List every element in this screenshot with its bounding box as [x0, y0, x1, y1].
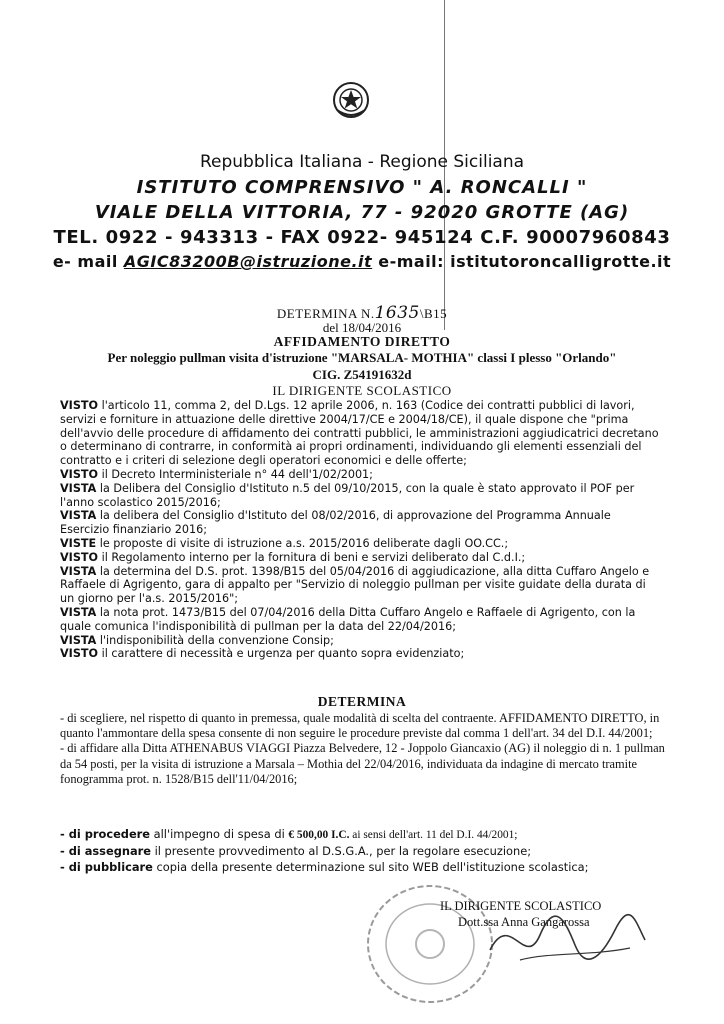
premise-item: VISTA la determina del D.S. prot. 1398/B15 del 05/04/2016 di aggiudicazione, alla ditta Cuffaro Angelo e Raffaele di Agrigento, gara di appalto per "Servizio di noleggio pullman per visite guidate della durata di un giorno per l'a.s. 2015/2016"; [60, 564, 650, 606]
premise-item: VISTE le proposte di visite di istruzione a.s. 2015/2016 deliberate dagli OO.CC.; [60, 536, 509, 550]
signature-title: IL DIRIGENTE SCOLASTICO [440, 899, 602, 913]
email-prefix: e- mail [52, 252, 124, 271]
cig-code: CIG. Z54191632d [312, 367, 412, 382]
subject-line: Per noleggio pullman visita d'istruzione "MARSALA- MOTHIA" classi I plesso "Orlando" [107, 350, 617, 365]
premise-item: VISTO il Regolamento interno per la fornitura di beni e servizi deliberato dal C.d.I.; [60, 550, 526, 564]
premise-item: VISTA la delibera del Consiglio d'Istituto del 08/02/2016, di approvazione del Programma Annuale Esercizio finanziario 2016; [60, 509, 611, 537]
final-actions-list [60, 826, 700, 875]
premise-item: VISTO il Decreto Interministeriale n° 44 dell'1/02/2001; [60, 467, 373, 481]
determina-number-prefix: DETERMINA N. [276, 306, 375, 321]
region-heading: Repubblica Italiana - Regione Siciliana [199, 152, 525, 172]
determina-heading: DETERMINA [317, 694, 407, 709]
premises-list [60, 399, 660, 661]
school-address: VIALE DELLA VITTORIA, 77 - 92020 GROTTE (AG) [94, 202, 630, 223]
premise-item: VISTA l'indisponibilità della convenzione Consip; [60, 633, 334, 647]
dirigente-heading: IL DIRIGENTE SCOLASTICO [272, 383, 452, 398]
premise-item: VISTA la nota prot. 1473/B15 del 07/04/2016 della Ditta Cuffaro Angelo e Raffaele di Agrigento, con la quale comunica l'indisponibilità di pullman per la data del 22/04/2016; [60, 605, 636, 633]
decision-item: - di affidare alla Ditta ATHENABUS VIAGGI Piazza Belvedere, 12 - Joppolo Giancaxio (AG) il noleggio di n. 1 pullman da 54 posti, per la visita di istruzione a Marsala – Mothia del 22/04/2016, individuata da indagine di mercato tramite fonogramma prot. n. 1528/B15 dell'11/04/2016; [60, 741, 665, 786]
decision-item: - di scegliere, nel rispetto di quanto in premessa, quale modalità di scelta del contraente. AFFIDAMENTO DIRETTO, in quanto l'ammontare della spesa consente di non seguire le procedure previste dal comma 1 dell'art. 34 del D.I. 44/2001; [60, 711, 660, 741]
premise-item: VISTO l'articolo 11, comma 2, del D.Lgs. 12 aprile 2006, n. 163 (Codice dei contratti pubblici di lavori, servizi e forniture in attuazione delle direttive 2004/17/CE e 2004/18/CE), il quale dispone che "prima dell'avvio delle procedure di affidamento dei contratti pubblici, le amministrazioni aggiudicatrici decretano o determinano di contrarre, in conformità ai propri ordinamenti, individuando gli elementi essenziali del contratto e i criteri di selezione degli operatori economici e delle offerte; [60, 399, 659, 468]
determina-number-handwritten: 1635 [374, 303, 420, 323]
signature-name: Dott.ssa Anna Gangarossa [458, 915, 590, 929]
final-action-item: - di procedere all'impegno di spesa di € 500,00 I.C. ai sensi dell'art. 11 del D.I. 44/2001; [60, 827, 518, 841]
republic-emblem-icon [331, 80, 371, 120]
determina-date: del 18/04/2016 [322, 320, 402, 335]
determina-number-suffix: \B15 [419, 306, 448, 321]
school-name: ISTITUTO COMPRENSIVO " A. RONCALLI " [136, 177, 588, 198]
final-action-item: - di assegnare il presente provvedimento al D.S.G.A., per la regolare esecuzione; [60, 844, 532, 858]
premise-item: VISTO il carattere di necessità e urgenza per quanto sopra evidenziato; [60, 647, 465, 661]
school-emails [0, 252, 724, 271]
final-action-item: - di pubblicare copia della presente determinazione sul sito WEB dell'istituzione scolastica; [60, 860, 589, 874]
email-separator: e-mail: [372, 252, 451, 271]
handwritten-signature-icon [480, 890, 650, 980]
premise-item: VISTA la Delibera del Consiglio d'Istituto n.5 del 09/10/2015, con la quale è stato approvato il POF per l'anno scolastico 2015/2016; [60, 481, 635, 509]
email-link-secondary[interactable]: istitutoroncalligrotte.it [450, 252, 672, 271]
affidamento-title: AFFIDAMENTO DIRETTO [273, 334, 451, 349]
decisions-list [60, 711, 670, 787]
email-link-primary[interactable]: AGIC83200B@istruzione.it [123, 252, 373, 271]
school-contacts: TEL. 0922 - 943313 - FAX 0922- 945124 C.F. 90007960843 [53, 227, 671, 248]
